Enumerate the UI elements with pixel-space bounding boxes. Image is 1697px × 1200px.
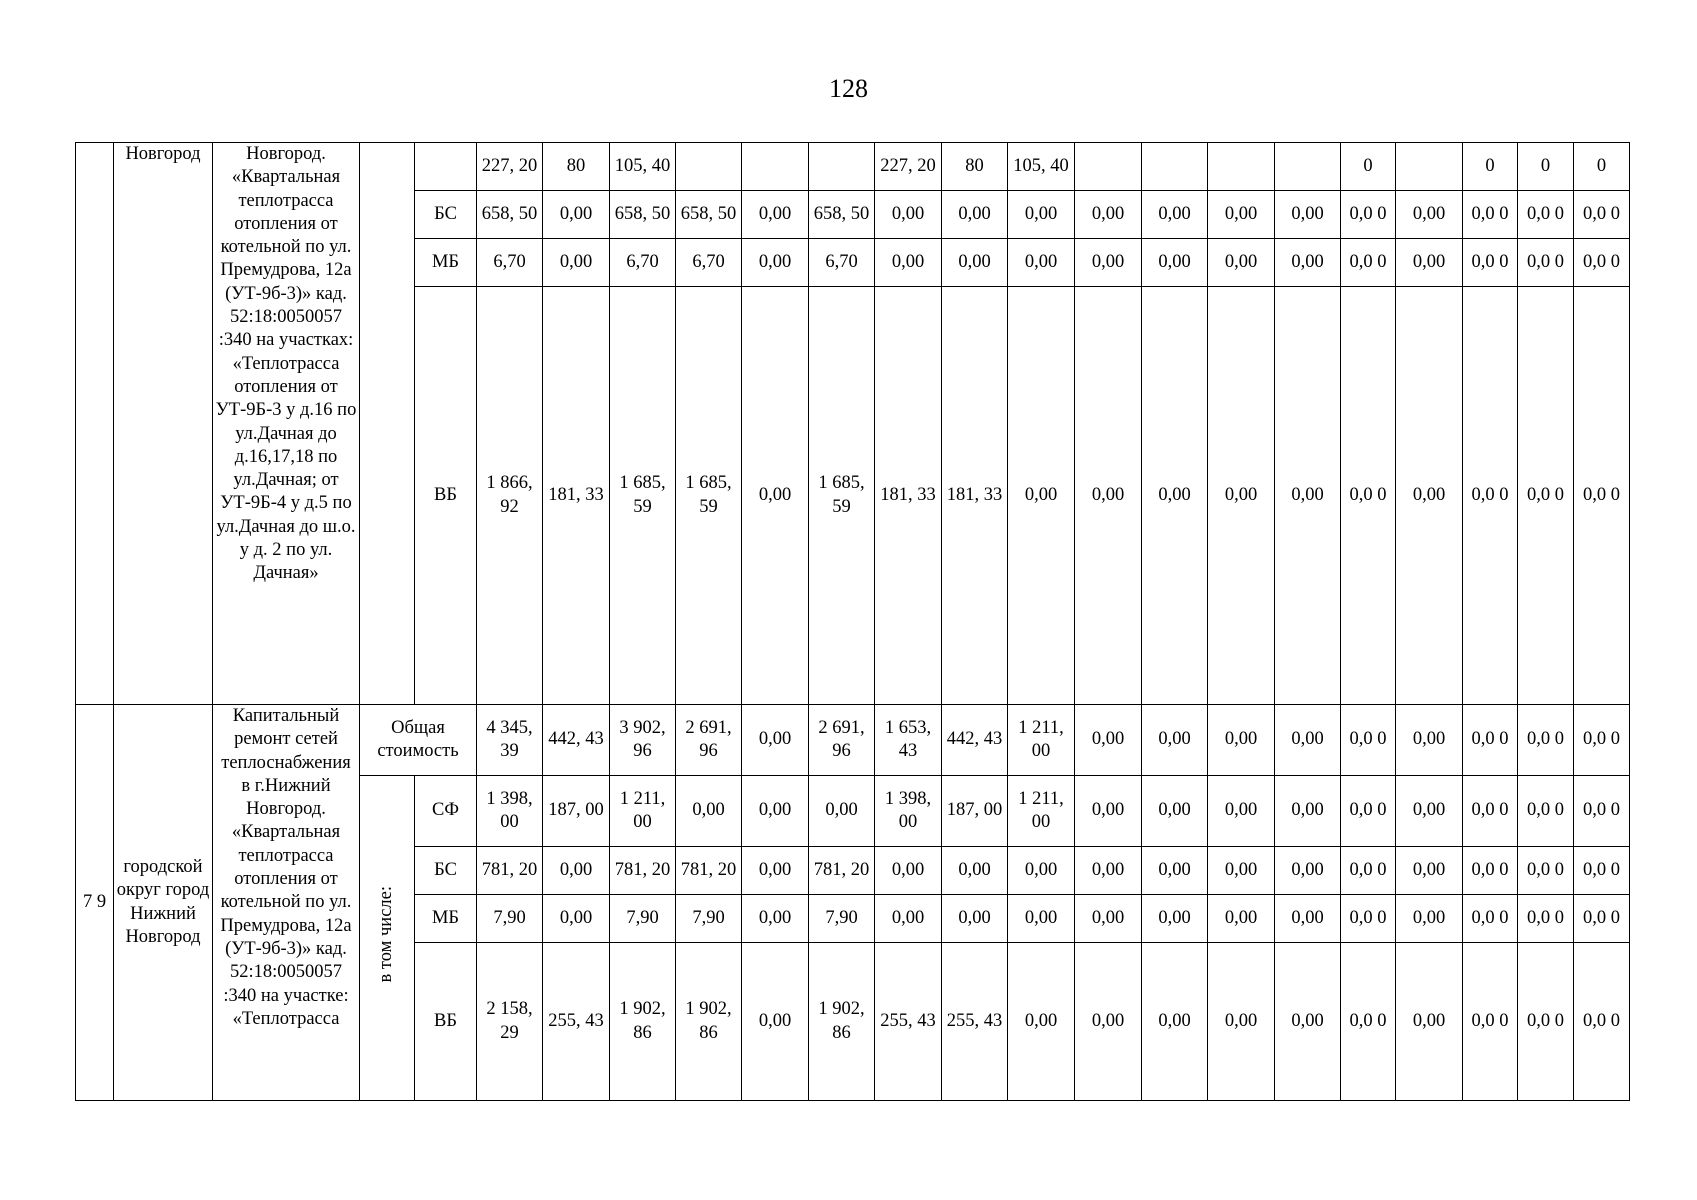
value-cell: 80: [942, 143, 1008, 191]
value-cell: 0,00: [1396, 287, 1463, 705]
value-cell: 181, 33: [875, 287, 942, 705]
value-cell: 0,00: [1142, 705, 1208, 776]
value-cell: 0,00: [1275, 776, 1341, 847]
value-cell: 187, 00: [543, 776, 610, 847]
value-cell: 0,00: [742, 239, 809, 287]
value-cell: 0,00: [1396, 776, 1463, 847]
value-cell: 442, 43: [543, 705, 610, 776]
value-cell: 0,00: [1396, 239, 1463, 287]
row-number-cell: 7 9: [76, 705, 114, 1101]
value-cell: 0,00: [1275, 895, 1341, 943]
value-cell: 0,0 0: [1518, 705, 1574, 776]
value-cell: 0,0 0: [1341, 895, 1396, 943]
value-cell: 80: [543, 143, 610, 191]
value-cell: 0,00: [1075, 705, 1142, 776]
value-cell: [742, 143, 809, 191]
value-cell: 227, 20: [875, 143, 942, 191]
value-cell: 0,00: [1275, 239, 1341, 287]
value-cell: 1 685, 59: [676, 287, 742, 705]
source-label: БС: [415, 847, 477, 895]
value-cell: 255, 43: [543, 943, 610, 1101]
value-cell: 0,00: [1275, 943, 1341, 1101]
value-cell: 187, 00: [942, 776, 1008, 847]
value-cell: 0,00: [1396, 847, 1463, 895]
value-cell: 0,00: [1275, 287, 1341, 705]
value-cell: 0,00: [1208, 943, 1275, 1101]
region-cell: городской округ город Нижний Новгород: [114, 705, 213, 1101]
value-cell: 2 691, 96: [676, 705, 742, 776]
value-cell: 105, 40: [610, 143, 676, 191]
value-cell: 0,0 0: [1574, 943, 1630, 1101]
value-cell: 0,00: [742, 895, 809, 943]
source-label: ВБ: [415, 287, 477, 705]
value-cell: 3 902, 96: [610, 705, 676, 776]
value-cell: 1 902, 86: [809, 943, 875, 1101]
value-cell: 0,00: [543, 847, 610, 895]
value-cell: 105, 40: [1008, 143, 1075, 191]
value-cell: 0,0 0: [1463, 847, 1518, 895]
source-label: [415, 143, 477, 191]
value-cell: 0,00: [543, 239, 610, 287]
value-cell: 0,00: [1142, 847, 1208, 895]
table-row: [76, 143, 1630, 191]
description-cell: Капитальный ремонт сетей теплоснабжения в г.Нижний Новгород. «Квартальная теплотрасса отопления от котельной по ул. Премудрова, 12а (УТ-9б-3)» кад. 52:18:0050057 :340 на участке: «Теплотрасса: [213, 705, 360, 1101]
value-cell: 0,00: [1008, 239, 1075, 287]
value-cell: 0,00: [1208, 287, 1275, 705]
value-cell: 6,70: [809, 239, 875, 287]
value-cell: 0,00: [1208, 847, 1275, 895]
value-cell: 1 211, 00: [1008, 705, 1075, 776]
source-label: СФ: [415, 776, 477, 847]
source-label: ВБ: [415, 943, 477, 1101]
value-cell: 442, 43: [942, 705, 1008, 776]
value-cell: 0,0 0: [1341, 191, 1396, 239]
value-cell: 7,90: [676, 895, 742, 943]
value-cell: 781, 20: [676, 847, 742, 895]
value-cell: 1 211, 00: [1008, 776, 1075, 847]
value-cell: 1 902, 86: [610, 943, 676, 1101]
value-cell: [1396, 143, 1463, 191]
value-cell: 7,90: [477, 895, 543, 943]
value-cell: 1 398, 00: [477, 776, 543, 847]
source-label: МБ: [415, 895, 477, 943]
value-cell: [1075, 143, 1142, 191]
including-label: в том числе:: [376, 886, 397, 983]
value-cell: 7,90: [610, 895, 676, 943]
value-cell: 0,00: [875, 895, 942, 943]
value-cell: 0,00: [1008, 287, 1075, 705]
value-cell: 6,70: [477, 239, 543, 287]
value-cell: 0,00: [1396, 705, 1463, 776]
page-number: 128: [829, 74, 868, 103]
value-cell: 0,00: [1008, 847, 1075, 895]
value-cell: 0,00: [742, 847, 809, 895]
value-cell: 1 866, 92: [477, 287, 543, 705]
value-cell: 0,0 0: [1574, 776, 1630, 847]
value-cell: 1 685, 59: [610, 287, 676, 705]
value-cell: 0,0 0: [1341, 705, 1396, 776]
value-cell: 0,0 0: [1574, 191, 1630, 239]
value-cell: 0,00: [1396, 943, 1463, 1101]
value-cell: 2 691, 96: [809, 705, 875, 776]
region-cell: Новгород: [114, 143, 213, 705]
value-cell: 781, 20: [809, 847, 875, 895]
value-cell: 0,0 0: [1574, 705, 1630, 776]
value-cell: 0,00: [742, 287, 809, 705]
value-cell: 0,00: [1396, 191, 1463, 239]
value-cell: 0,00: [1208, 705, 1275, 776]
value-cell: 0,0 0: [1518, 847, 1574, 895]
value-cell: 0,0 0: [1463, 705, 1518, 776]
value-cell: 0,00: [1275, 847, 1341, 895]
value-cell: 0,0 0: [1463, 943, 1518, 1101]
value-cell: 0,00: [1275, 191, 1341, 239]
value-cell: 0,0 0: [1518, 895, 1574, 943]
value-cell: 0,0 0: [1463, 287, 1518, 705]
value-cell: 0: [1518, 143, 1574, 191]
value-cell: 0,0 0: [1518, 191, 1574, 239]
value-cell: 0,00: [1208, 895, 1275, 943]
value-cell: 0,00: [875, 239, 942, 287]
budget-table: [75, 142, 1630, 1101]
value-cell: 1 653, 43: [875, 705, 942, 776]
value-cell: 0,00: [942, 895, 1008, 943]
value-cell: 0,00: [942, 847, 1008, 895]
value-cell: 0: [1574, 143, 1630, 191]
value-cell: 658, 50: [809, 191, 875, 239]
including-cell: [360, 776, 415, 1101]
value-cell: 0,0 0: [1463, 239, 1518, 287]
value-cell: 0,00: [1008, 943, 1075, 1101]
value-cell: 0,00: [742, 705, 809, 776]
value-cell: 0,00: [1075, 847, 1142, 895]
value-cell: 1 902, 86: [676, 943, 742, 1101]
value-cell: 658, 50: [610, 191, 676, 239]
value-cell: 0,00: [1142, 943, 1208, 1101]
value-cell: 0,00: [1008, 191, 1075, 239]
value-cell: 0,00: [742, 943, 809, 1101]
value-cell: 0,0 0: [1518, 943, 1574, 1101]
value-cell: 0,00: [1142, 895, 1208, 943]
value-cell: 0,00: [1075, 943, 1142, 1101]
value-cell: 0,0 0: [1574, 847, 1630, 895]
value-cell: 1 398, 00: [875, 776, 942, 847]
value-cell: 255, 43: [942, 943, 1008, 1101]
value-cell: 0,00: [1075, 776, 1142, 847]
value-cell: 4 345, 39: [477, 705, 543, 776]
value-cell: 0,00: [1008, 895, 1075, 943]
value-cell: 2 158, 29: [477, 943, 543, 1101]
value-cell: 0,00: [1075, 895, 1142, 943]
value-cell: 227, 20: [477, 143, 543, 191]
value-cell: 0,0 0: [1463, 895, 1518, 943]
total-label: Общая стоимость: [360, 705, 477, 776]
description-cell: Новгород. «Квартальная теплотрасса отопления от котельной по ул. Премудрова, 12а (УТ-9б-3)» кад. 52:18:0050057 :340 на участках: «Теплотрасса отопления от УТ-9Б-3 у д.16 по ул.Дачная до д.16,17,18 по ул.Дачная; от УТ-9Б-4 у д.5 по ул.Дачная до ш.о. у д. 2 по ул. Дачная»: [213, 143, 360, 705]
value-cell: [1208, 143, 1275, 191]
value-cell: 0,0 0: [1518, 287, 1574, 705]
value-cell: 0,00: [875, 847, 942, 895]
value-cell: 6,70: [676, 239, 742, 287]
value-cell: 181, 33: [543, 287, 610, 705]
value-cell: 0,0 0: [1463, 776, 1518, 847]
value-cell: 0,0 0: [1341, 287, 1396, 705]
table-row: [76, 705, 1630, 776]
value-cell: 0,0 0: [1574, 287, 1630, 705]
value-cell: 0,00: [942, 191, 1008, 239]
value-cell: 0,0 0: [1341, 776, 1396, 847]
value-cell: [1142, 143, 1208, 191]
value-cell: 6,70: [610, 239, 676, 287]
value-cell: 0,0 0: [1341, 943, 1396, 1101]
value-cell: 0,00: [1396, 895, 1463, 943]
value-cell: 0,00: [1142, 191, 1208, 239]
value-cell: 0: [1463, 143, 1518, 191]
value-cell: 0,0 0: [1518, 776, 1574, 847]
value-cell: 0: [1341, 143, 1396, 191]
value-cell: 658, 50: [676, 191, 742, 239]
value-cell: 0,0 0: [1341, 847, 1396, 895]
value-cell: 0,00: [942, 239, 1008, 287]
value-cell: 0,0 0: [1463, 191, 1518, 239]
value-cell: 0,00: [742, 776, 809, 847]
value-cell: 0,00: [1142, 239, 1208, 287]
value-cell: [1275, 143, 1341, 191]
value-cell: 0,00: [543, 895, 610, 943]
value-cell: 658, 50: [477, 191, 543, 239]
value-cell: 7,90: [809, 895, 875, 943]
source-label: БС: [415, 191, 477, 239]
value-cell: 781, 20: [610, 847, 676, 895]
value-cell: 0,00: [1075, 287, 1142, 705]
value-cell: 0,0 0: [1574, 239, 1630, 287]
value-cell: 0,00: [875, 191, 942, 239]
value-cell: 0,0 0: [1574, 895, 1630, 943]
value-cell: 0,0 0: [1341, 239, 1396, 287]
value-cell: 0,00: [809, 776, 875, 847]
value-cell: 0,0 0: [1518, 239, 1574, 287]
value-cell: [809, 143, 875, 191]
row-number-cell: [76, 143, 114, 705]
value-cell: 0,00: [1142, 287, 1208, 705]
value-cell: 0,00: [1208, 239, 1275, 287]
value-cell: 1 211, 00: [610, 776, 676, 847]
value-cell: 0,00: [1142, 776, 1208, 847]
value-cell: [676, 143, 742, 191]
value-cell: 0,00: [676, 776, 742, 847]
value-cell: 181, 33: [942, 287, 1008, 705]
value-cell: 0,00: [1208, 776, 1275, 847]
type-cell: [360, 143, 415, 705]
value-cell: 0,00: [1075, 239, 1142, 287]
value-cell: 1 685, 59: [809, 287, 875, 705]
value-cell: 0,00: [1208, 191, 1275, 239]
value-cell: 0,00: [742, 191, 809, 239]
value-cell: 255, 43: [875, 943, 942, 1101]
source-label: МБ: [415, 239, 477, 287]
value-cell: 781, 20: [477, 847, 543, 895]
value-cell: 0,00: [1075, 191, 1142, 239]
value-cell: 0,00: [1275, 705, 1341, 776]
value-cell: 0,00: [543, 191, 610, 239]
